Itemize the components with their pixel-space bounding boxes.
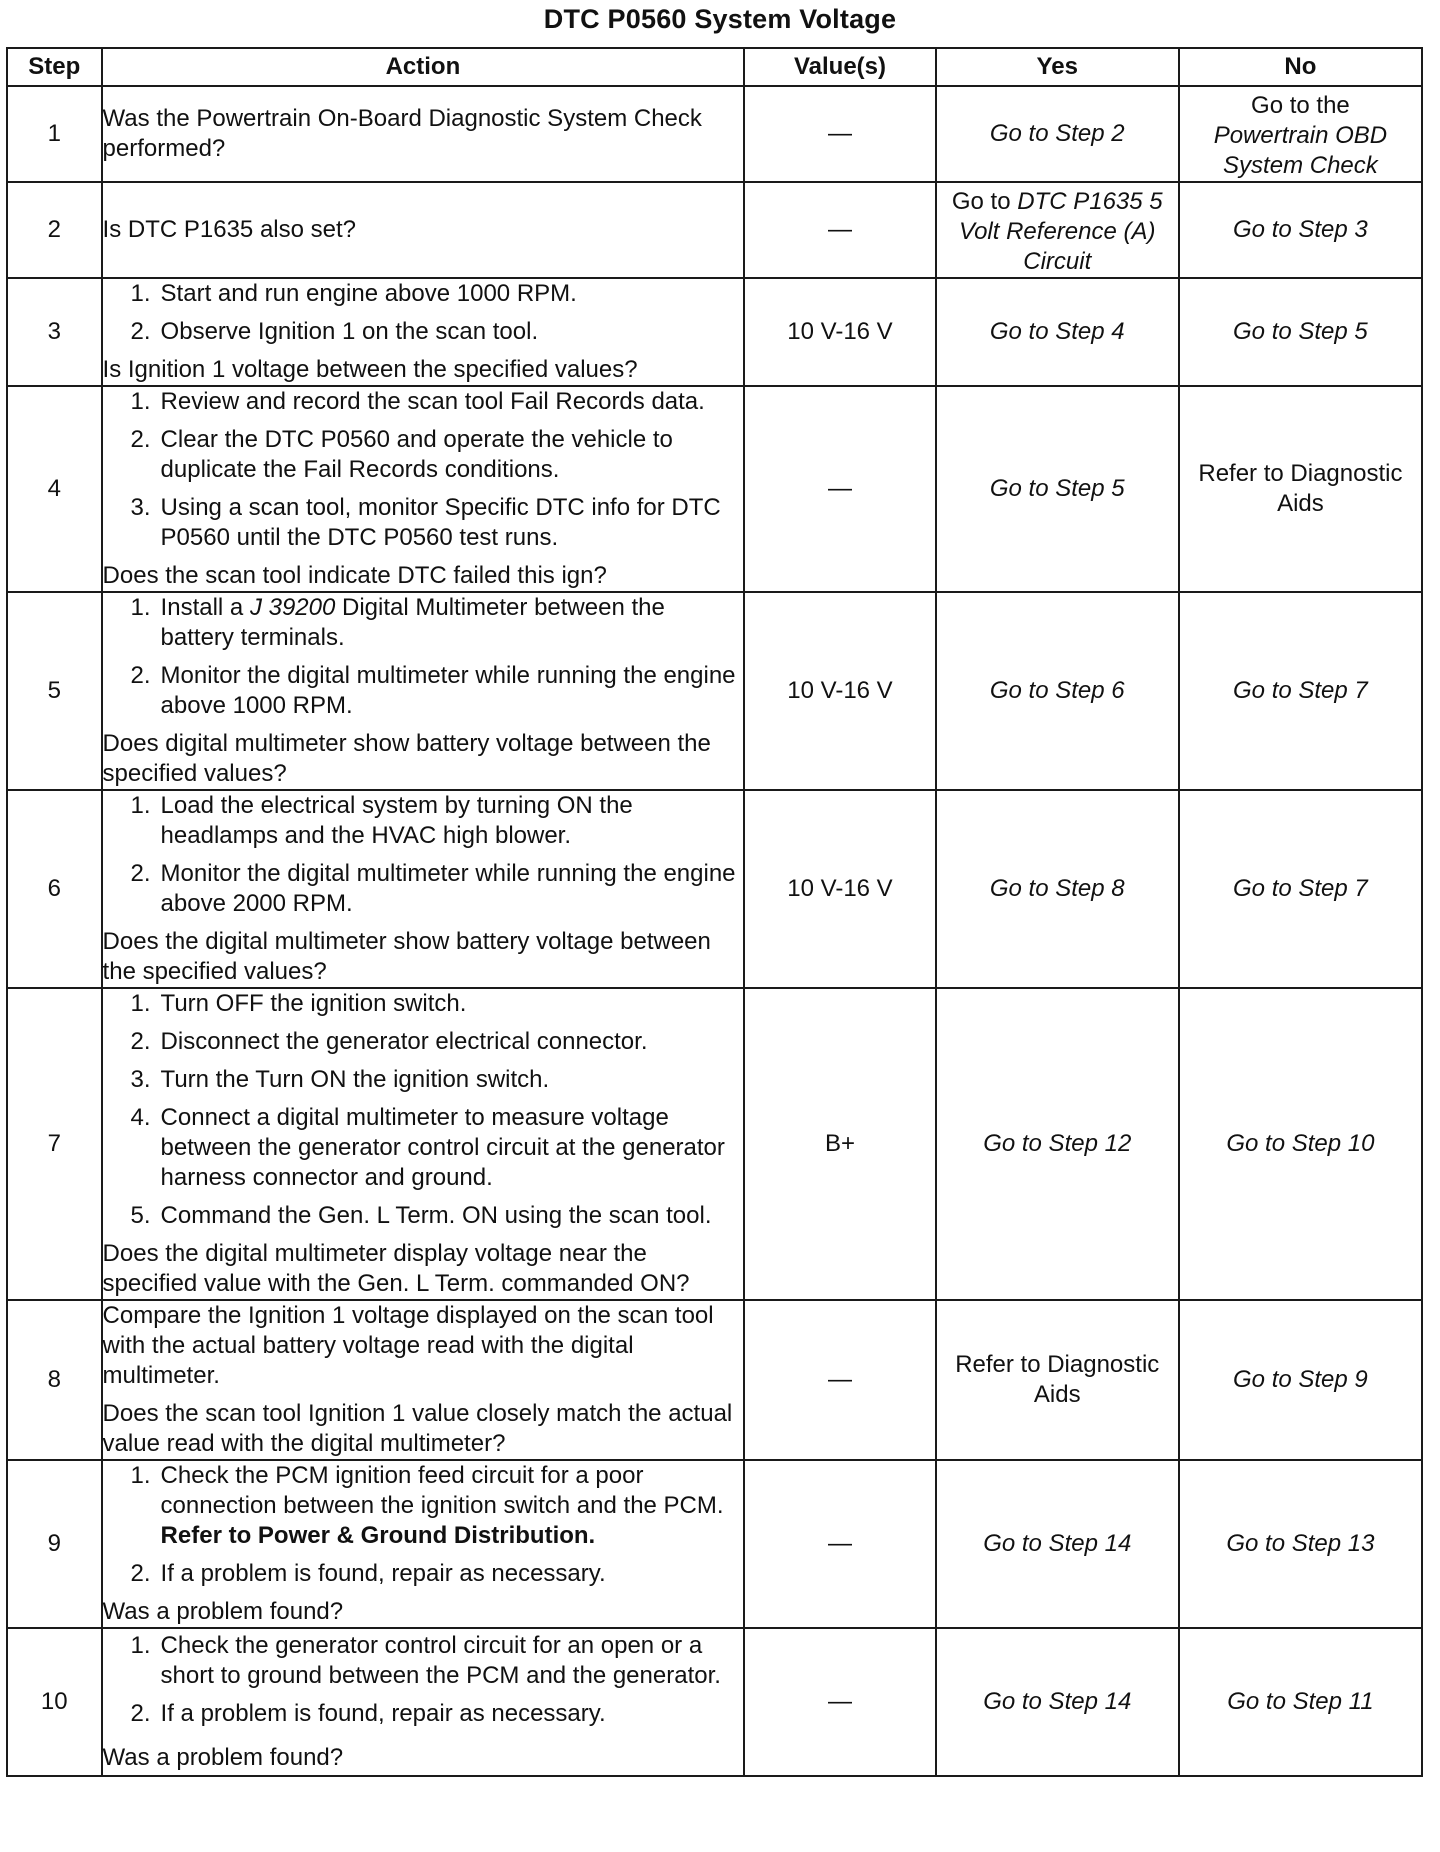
action-cell	[102, 278, 745, 386]
no-cell: Go to Step 7	[1179, 790, 1422, 988]
value-cell: —	[744, 86, 935, 182]
table-row	[7, 386, 1422, 592]
step-number: 9	[7, 1460, 102, 1628]
action-cell	[102, 1300, 745, 1460]
action-question: Is DTC P1635 also set?	[102, 216, 356, 243]
action-step: Observe Ignition 1 on the scan tool.	[160, 318, 539, 345]
action-cell	[102, 1628, 745, 1776]
table-row	[7, 592, 1422, 790]
header-step: Step	[7, 48, 102, 86]
table-row	[7, 1300, 1422, 1460]
yes-cell: Refer to Diagnostic Aids	[936, 1300, 1179, 1460]
cross-reference: Refer to Power & Ground Distribution.	[160, 1522, 596, 1549]
no-cell: Go to Step 10	[1179, 988, 1422, 1300]
action-step: Monitor the digital multimeter while running the engine above 2000 RPM.	[160, 860, 736, 917]
step-number: 10	[7, 1628, 102, 1776]
action-steps	[103, 593, 744, 721]
header-yes: Yes	[936, 48, 1179, 86]
action-cell	[102, 86, 745, 182]
action-question: Does the scan tool Ignition 1 value closely match the actual value read with the digital multimeter?	[102, 1400, 733, 1457]
action-question: Was a problem found?	[102, 1744, 344, 1771]
step-number: 5	[7, 592, 102, 790]
tool-number: J 39200	[249, 594, 336, 621]
no-cell: Go to Step 13	[1179, 1460, 1422, 1628]
yes-cell: Go to Step 4	[936, 278, 1179, 386]
action-steps	[103, 1631, 744, 1729]
action-steps	[103, 791, 744, 919]
step-number: 3	[7, 278, 102, 386]
value-cell: —	[744, 1628, 935, 1776]
yes-cell: Go to Step 14	[936, 1460, 1179, 1628]
action-question: Is Ignition 1 voltage between the specified values?	[102, 356, 638, 383]
action-step: Connect a digital multimeter to measure voltage between the generator control circuit at the generator harness connector and ground.	[160, 1104, 725, 1191]
step-number: 1	[7, 86, 102, 182]
header-values: Value(s)	[744, 48, 935, 86]
action-step: Clear the DTC P0560 and operate the vehicle to duplicate the Fail Records conditions.	[160, 426, 673, 483]
action-question: Does digital multimeter show battery voltage between the specified values?	[102, 730, 711, 787]
yes-cell: Go to Step 14	[936, 1628, 1179, 1776]
action-step: Load the electrical system by turning ON the headlamps and the HVAC high blower.	[160, 792, 633, 849]
action-question: Does the digital multimeter display voltage near the specified value with the Gen. L Term. commanded ON?	[102, 1240, 690, 1297]
action-step: If a problem is found, repair as necessary.	[160, 1560, 606, 1587]
no-cell: Go to Step 11	[1179, 1628, 1422, 1776]
yes-prefix: Go to	[951, 188, 1011, 215]
no-link-text: Powertrain OBD System Check	[1213, 122, 1388, 179]
step-text: Install a	[160, 594, 244, 621]
action-cell	[102, 182, 745, 278]
table-row	[7, 1628, 1422, 1776]
yes-cell: Go to Step 2	[936, 86, 1179, 182]
action-question: Does the digital multimeter show battery voltage between the specified values?	[102, 928, 711, 985]
table-row	[7, 790, 1422, 988]
no-cell: Go to Step 3	[1179, 182, 1422, 278]
action-step: Turn OFF the ignition switch.	[160, 990, 467, 1017]
yes-cell: Go to Step 5	[936, 386, 1179, 592]
action-step: Check the generator control circuit for an open or a short to ground between the PCM and the generator.	[160, 1632, 721, 1689]
step-number: 8	[7, 1300, 102, 1460]
no-cell: Go to Step 5	[1179, 278, 1422, 386]
action-step: Disconnect the generator electrical connector.	[160, 1028, 648, 1055]
action-step	[161, 1461, 744, 1551]
no-cell	[1179, 86, 1422, 182]
value-cell: —	[744, 1300, 935, 1460]
step-text: Digital Multimeter between the battery terminals.	[160, 594, 665, 651]
action-cell	[102, 790, 745, 988]
action-step: Using a scan tool, monitor Specific DTC info for DTC P0560 until the DTC P0560 test runs.	[160, 494, 721, 551]
page-title: DTC P0560 System Voltage	[543, 4, 897, 34]
value-cell: 10 V-16 V	[744, 790, 935, 988]
action-cell	[102, 592, 745, 790]
no-cell: Go to Step 7	[1179, 592, 1422, 790]
table-row	[7, 182, 1422, 278]
table-row	[7, 1460, 1422, 1628]
action-cell	[102, 386, 745, 592]
diagnostic-table	[6, 47, 1423, 1777]
action-cell	[102, 988, 745, 1300]
value-cell: 10 V-16 V	[744, 592, 935, 790]
yes-cell: Go to Step 6	[936, 592, 1179, 790]
action-step: Turn the Turn ON the ignition switch.	[160, 1066, 550, 1093]
value-cell: B+	[744, 988, 935, 1300]
action-steps	[103, 387, 744, 553]
table-row	[7, 988, 1422, 1300]
action-question: Does the scan tool indicate DTC failed this ign?	[102, 562, 607, 589]
value-cell: —	[744, 1460, 935, 1628]
step-number: 2	[7, 182, 102, 278]
yes-cell: Go to Step 12	[936, 988, 1179, 1300]
action-steps	[103, 279, 744, 347]
action-step: If a problem is found, repair as necessary.	[160, 1700, 606, 1727]
header-action: Action	[102, 48, 745, 86]
value-cell: 10 V-16 V	[744, 278, 935, 386]
action-step: Monitor the digital multimeter while running the engine above 1000 RPM.	[160, 662, 736, 719]
action-cell	[102, 1460, 745, 1628]
action-steps	[103, 989, 744, 1231]
no-cell: Go to Step 9	[1179, 1300, 1422, 1460]
table-row	[7, 278, 1422, 386]
step-number: 4	[7, 386, 102, 592]
header-no: No	[1179, 48, 1422, 86]
yes-cell: Go to Step 8	[936, 790, 1179, 988]
action-question: Was the Powertrain On-Board Diagnostic System Check performed?	[102, 105, 702, 162]
action-intro: Compare the Ignition 1 voltage displayed on the scan tool with the actual battery voltage read with the digital multimeter.	[102, 1302, 714, 1389]
action-step	[161, 593, 744, 653]
header-row	[7, 48, 1422, 86]
table-row	[7, 86, 1422, 182]
action-step: Start and run engine above 1000 RPM.	[160, 280, 577, 307]
step-text: Check the PCM ignition feed circuit for a poor connection between the ignition switch and the PCM.	[160, 1462, 724, 1519]
yes-link-text: DTC P1635 5 Volt Reference (A) Circuit	[958, 188, 1163, 275]
yes-cell	[936, 182, 1179, 278]
step-number: 6	[7, 790, 102, 988]
value-cell: —	[744, 386, 935, 592]
no-cell: Refer to Diagnostic Aids	[1179, 386, 1422, 592]
step-number: 7	[7, 988, 102, 1300]
action-steps	[103, 1461, 744, 1589]
value-cell: —	[744, 182, 935, 278]
action-step: Command the Gen. L Term. ON using the scan tool.	[160, 1202, 712, 1229]
action-step: Review and record the scan tool Fail Records data.	[160, 388, 705, 415]
action-question: Was a problem found?	[102, 1598, 344, 1625]
no-prefix: Go to the	[1251, 92, 1350, 119]
